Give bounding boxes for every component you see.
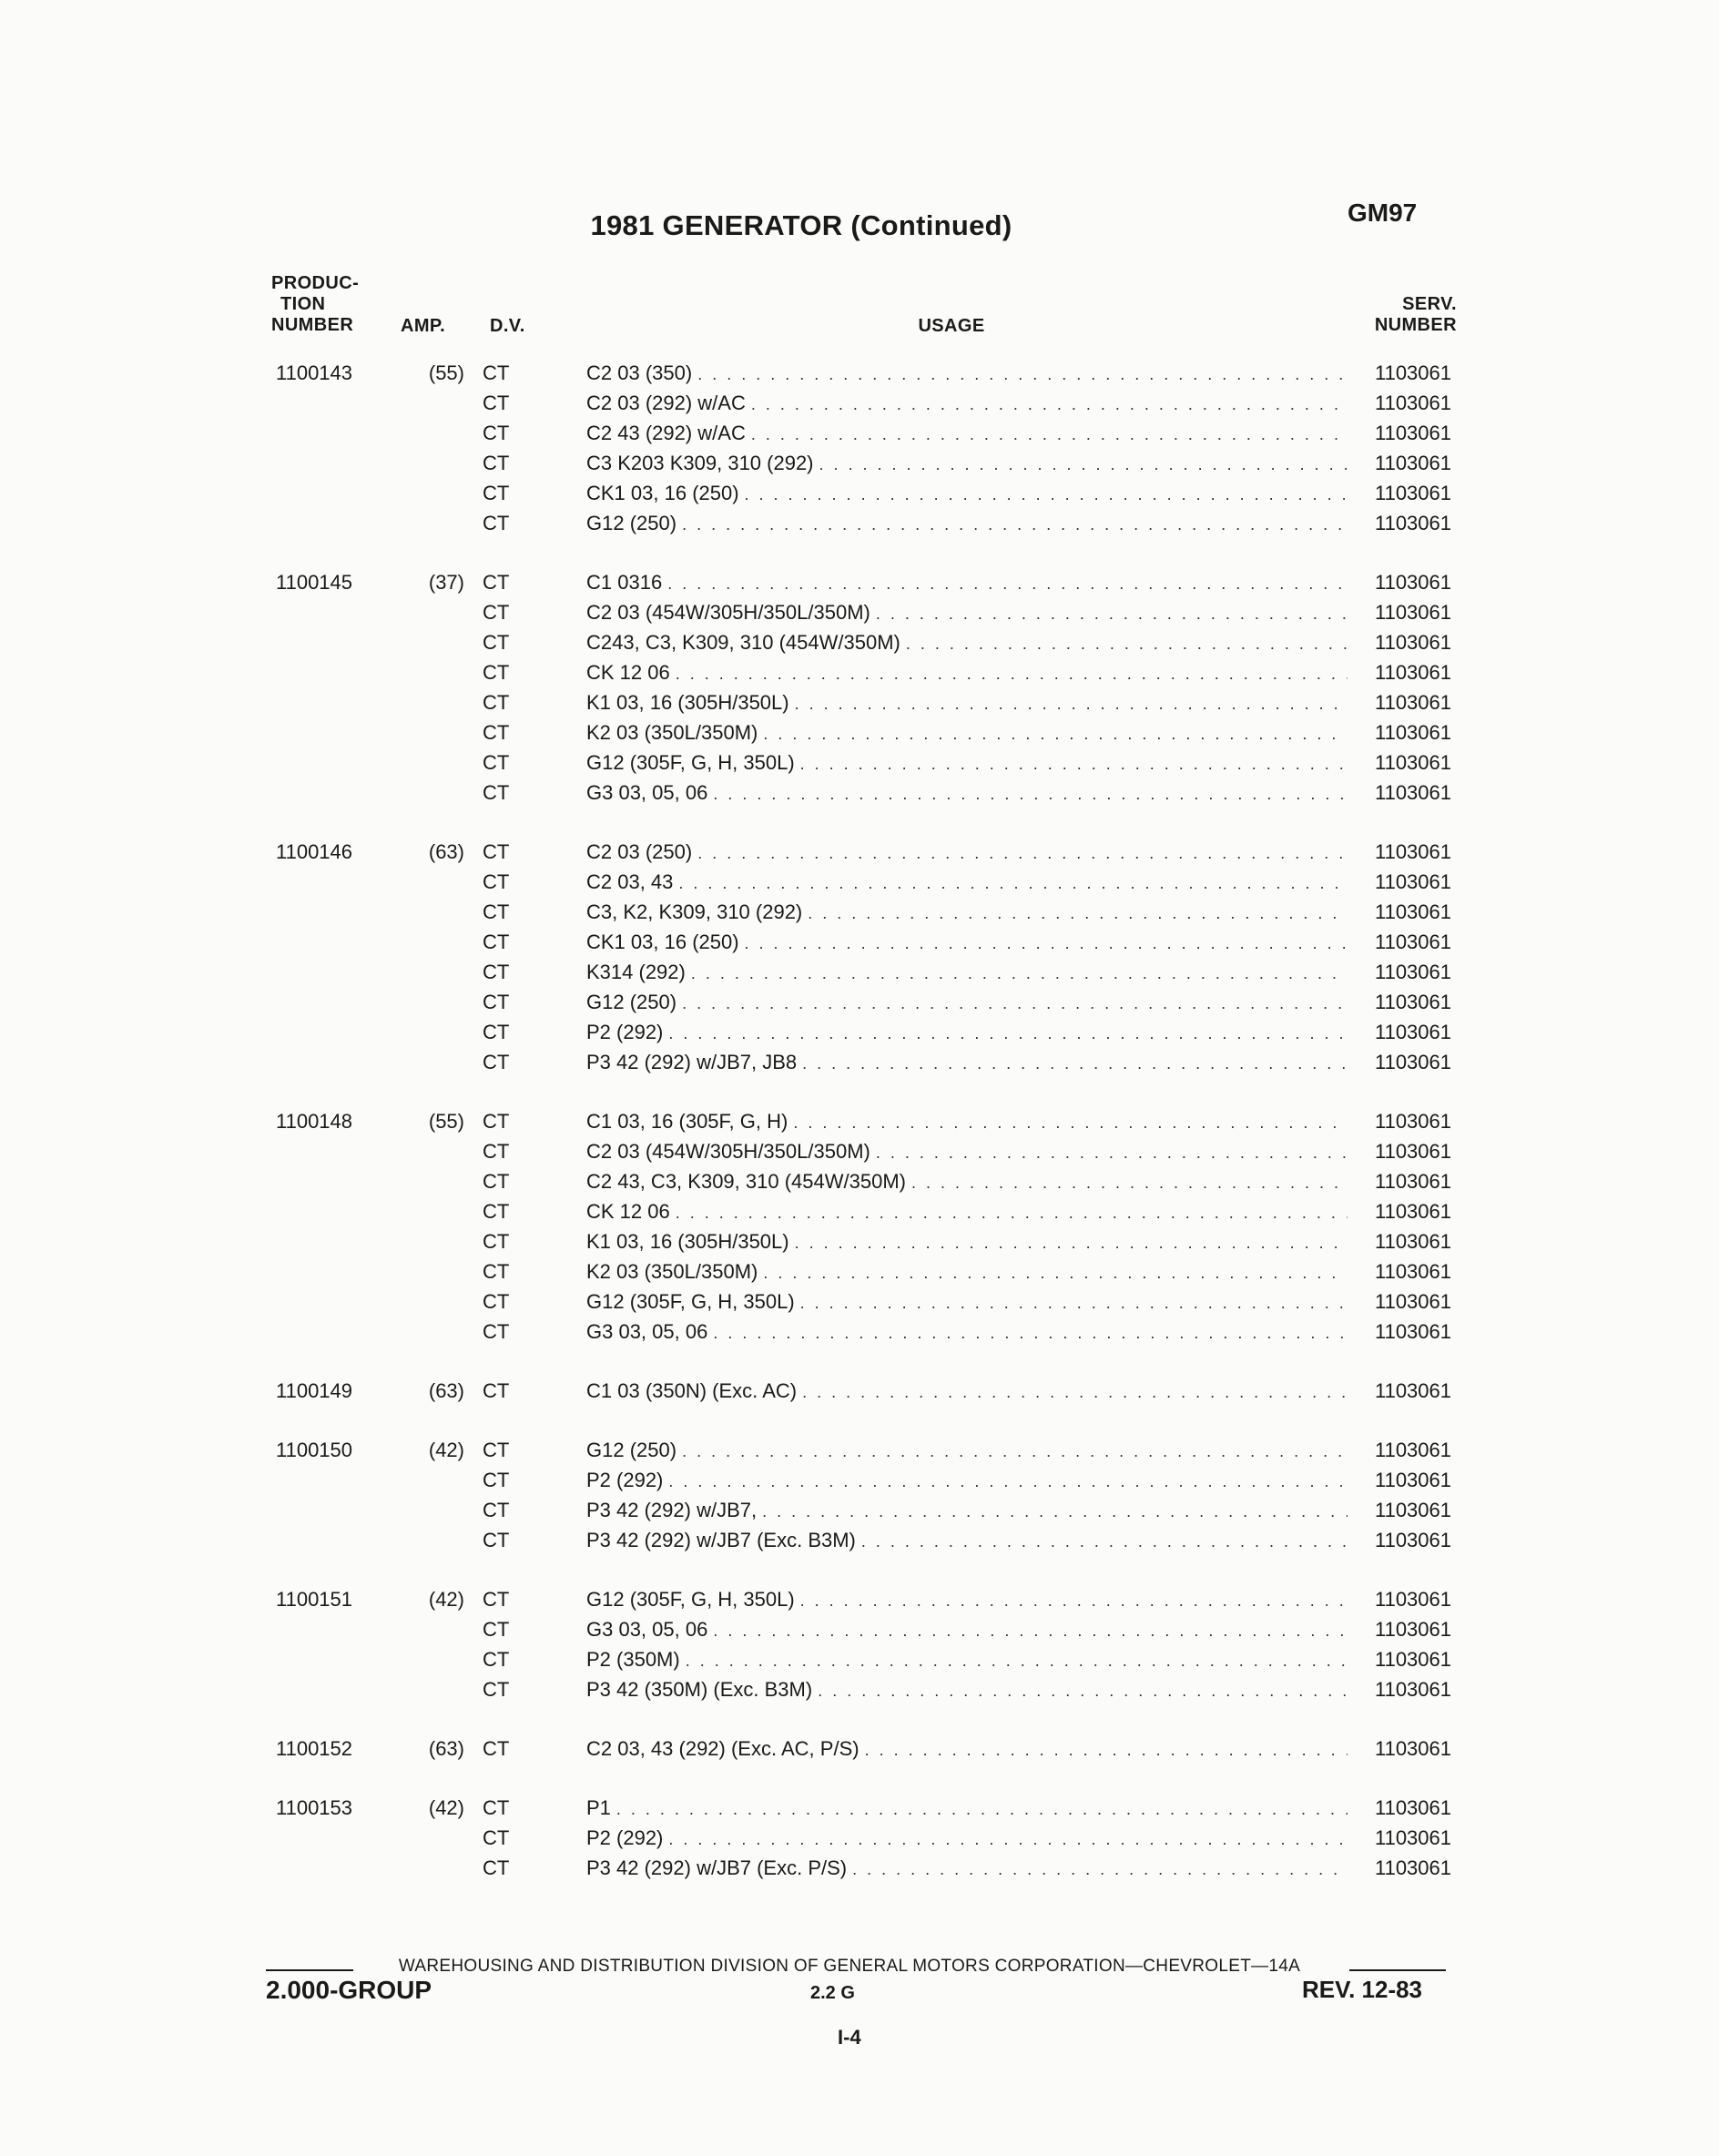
dot-leader [795,1228,1348,1257]
usage-text: K314 (292) [586,961,686,983]
usage-cell [586,449,1348,479]
usage-text: C2 03, 43 (292) (Exc. AC, P/S) [586,1737,860,1760]
dot-leader [861,1527,1348,1556]
table-row [0,748,1719,778]
usage-cell [586,868,1348,898]
usage-text: C2 43 (292) w/AC [586,422,746,444]
usage-text: C2 03 (292) w/AC [586,392,746,414]
usage-cell [586,928,1348,958]
amperage: (55) [428,1110,464,1133]
usage-cell [586,838,1348,868]
service-number: 1103061 [1374,1618,1451,1641]
service-number: 1103061 [1374,840,1451,863]
dv-code: CT [483,991,510,1013]
usage-cell [586,718,1348,748]
dot-leader [751,390,1348,419]
production-number: 1100150 [276,1439,353,1461]
table-row [0,1526,1719,1555]
service-number: 1103061 [1374,512,1451,534]
amperage: (63) [428,1737,464,1760]
service-number: 1103061 [1374,1200,1451,1223]
amperage: (42) [428,1439,464,1461]
table-row [0,868,1719,897]
footer-revision: REV. 12-83 [1302,1976,1423,2003]
footer-section: 2.2 G [810,1983,855,2003]
table-row [0,898,1719,927]
production-number: 1100149 [276,1379,353,1402]
service-number: 1103061 [1374,452,1451,474]
dv-code: CT [483,1320,510,1343]
header-production-number [271,273,373,336]
table-row [0,688,1719,717]
table-row [0,988,1719,1017]
dot-leader [800,1288,1348,1317]
table-row [0,1287,1719,1317]
usage-cell [586,748,1348,778]
usage-text: CK1 03, 16 (250) [586,482,739,504]
usage-cell [586,1734,1348,1764]
service-number: 1103061 [1374,361,1451,384]
service-number: 1103061 [1374,631,1451,654]
usage-text: K1 03, 16 (305H/350L) [586,691,789,714]
dv-code: CT [483,781,510,804]
usage-text: C1 03, 16 (305F, G, H) [586,1110,788,1133]
service-number: 1103061 [1374,870,1451,893]
dot-leader [697,360,1348,389]
dot-leader [800,1586,1348,1615]
amperage: (42) [428,1796,464,1819]
table-row [0,1824,1719,1853]
service-number: 1103061 [1374,691,1451,714]
table-row [0,509,1719,538]
service-number: 1103061 [1374,1826,1451,1849]
table-row [0,1137,1719,1166]
usage-cell [586,1167,1348,1197]
table-row [0,1854,1719,1883]
usage-text: P3 42 (292) w/JB7 (Exc. B3M) [586,1529,856,1551]
table-row [0,1227,1719,1256]
dv-code: CT [483,392,510,414]
usage-text: P2 (292) [586,1469,664,1491]
usage-text: C3, K2, K309, 310 (292) [586,900,803,923]
usage-text: C1 03 (350N) (Exc. AC) [586,1379,798,1402]
service-number: 1103061 [1374,1230,1451,1253]
production-number: 1100151 [276,1588,353,1611]
service-number: 1103061 [1374,1796,1451,1819]
usage-cell [586,1377,1348,1407]
usage-text: G3 03, 05, 06 [586,781,708,804]
dv-code: CT [483,1170,510,1193]
service-number: 1103061 [1374,900,1451,923]
table-row [0,628,1719,657]
dot-leader [818,1676,1348,1705]
service-number: 1103061 [1374,721,1451,744]
usage-cell [586,1496,1348,1526]
dot-leader [678,869,1348,898]
dv-code: CT [483,691,510,714]
dot-leader [802,1378,1348,1407]
dot-leader [751,420,1348,449]
table-row [0,1675,1719,1704]
dv-code: CT [483,631,510,654]
service-number: 1103061 [1374,1678,1451,1701]
dv-code: CT [483,1469,510,1491]
dv-code: CT [483,361,510,384]
usage-text: C2 43, C3, K309, 310 (454W/350M) [586,1170,906,1193]
usage-cell [586,1227,1348,1257]
dot-leader [713,1318,1348,1348]
service-number: 1103061 [1374,961,1451,983]
usage-text: C2 03 (250) [586,840,693,863]
usage-text: G12 (250) [586,1439,677,1461]
table-row [0,1496,1719,1525]
table-row [0,598,1719,627]
dv-code: CT [483,482,510,504]
usage-cell [586,688,1348,718]
service-number: 1103061 [1374,571,1451,594]
dv-code: CT [483,961,510,983]
usage-cell [586,419,1348,449]
usage-cell [586,1824,1348,1854]
dv-code: CT [483,452,510,474]
table-row [0,1585,1719,1614]
usage-text: CK 12 06 [586,661,670,684]
table-row [0,1615,1719,1644]
usage-cell [586,628,1348,658]
table-row [0,479,1719,508]
usage-cell [586,1197,1348,1227]
amperage: (55) [428,361,464,384]
production-number: 1100152 [276,1737,353,1760]
dv-code: CT [483,422,510,444]
dv-code: CT [483,1588,510,1611]
production-number: 1100146 [276,840,353,863]
table-row [0,1197,1719,1226]
dot-leader [906,629,1348,658]
dv-code: CT [483,1648,510,1671]
dot-leader [745,929,1348,958]
footer-rule-right [1349,1969,1446,1971]
usage-cell [586,1585,1348,1615]
footer-division-line: WAREHOUSING AND DISTRIBUTION DIVISION OF GENERAL MOTORS CORPORATION—CHEVROLET—14A [398,1957,1301,1976]
usage-text: C2 03 (350) [586,361,693,384]
service-number: 1103061 [1374,422,1451,444]
dv-code: CT [483,571,510,594]
usage-text: P2 (292) [586,1021,664,1043]
dot-leader [763,719,1348,748]
usage-text: K1 03, 16 (305H/350L) [586,1230,789,1253]
usage-text: G12 (250) [586,991,677,1013]
service-number: 1103061 [1374,1648,1451,1671]
usage-cell [586,1137,1348,1167]
production-number: 1100153 [276,1796,353,1819]
dot-leader [676,659,1348,688]
usage-cell [586,658,1348,688]
usage-text: CK1 03, 16 (250) [586,931,739,953]
dot-leader [911,1168,1348,1197]
table-row [0,1466,1719,1495]
dot-leader [745,480,1348,509]
production-number: 1100145 [276,571,353,594]
dot-leader [616,1795,1348,1824]
usage-cell [586,1317,1348,1348]
dot-leader [876,599,1348,628]
usage-cell [586,1645,1348,1675]
dot-leader [667,569,1348,598]
dv-code: CT [483,931,510,953]
service-number: 1103061 [1374,392,1451,414]
usage-cell [586,598,1348,628]
dv-code: CT [483,1826,510,1849]
usage-cell [586,898,1348,928]
usage-text: K2 03 (350L/350M) [586,721,758,744]
usage-cell [586,778,1348,808]
table-row [0,1257,1719,1286]
dv-code: CT [483,1379,510,1402]
dv-code: CT [483,1796,510,1819]
header-serv-number [1357,294,1457,336]
usage-text: G3 03, 05, 06 [586,1618,708,1641]
production-number: 1100143 [276,361,353,384]
usage-text: P3 42 (292) w/JB7, [586,1499,758,1521]
usage-cell [586,1854,1348,1884]
usage-text: C2 03 (454W/305H/350L/350M) [586,601,870,624]
table-row [0,1645,1719,1674]
dv-code: CT [483,1856,510,1879]
table-row [0,389,1719,418]
usage-text: P3 42 (292) w/JB7, JB8 [586,1051,798,1073]
dot-leader [802,1049,1348,1078]
usage-cell [586,1436,1348,1466]
dv-code: CT [483,1260,510,1283]
service-number: 1103061 [1374,1260,1451,1283]
usage-cell [586,1257,1348,1287]
usage-text: P2 (292) [586,1826,664,1849]
dv-code: CT [483,1618,510,1641]
header-production-number-line: PRODUC- [271,273,360,293]
table-row [0,718,1719,747]
service-number: 1103061 [1374,1290,1451,1313]
dot-leader [763,1258,1348,1287]
service-number: 1103061 [1374,1469,1451,1491]
dv-code: CT [483,1021,510,1043]
service-number: 1103061 [1374,1110,1451,1133]
page-number: I-4 [838,2026,861,2049]
usage-text: P2 (350M) [586,1648,680,1671]
usage-text: C3 K203 K309, 310 (292) [586,452,814,474]
dot-leader [697,839,1348,868]
dot-leader [865,1735,1348,1764]
usage-cell [586,389,1348,419]
footer-rule-left [266,1969,353,1971]
service-number: 1103061 [1374,482,1451,504]
usage-text: P3 42 (350M) (Exc. B3M) [586,1678,813,1701]
dv-code: CT [483,1737,510,1760]
usage-text: P1 [586,1796,611,1819]
dv-code: CT [483,1200,510,1223]
dv-code: CT [483,1678,510,1701]
dot-leader [668,1019,1348,1048]
dv-code: CT [483,1230,510,1253]
table-row [0,1734,1719,1764]
table-row [0,658,1719,687]
service-number: 1103061 [1374,1529,1451,1551]
production-number: 1100148 [276,1110,353,1133]
dot-leader [686,1646,1348,1675]
dot-leader [676,1198,1348,1227]
dv-code: CT [483,661,510,684]
dv-code: CT [483,1499,510,1521]
service-number: 1103061 [1374,1170,1451,1193]
table-row [0,1018,1719,1047]
usage-text: G12 (250) [586,512,677,534]
dot-leader [713,779,1348,808]
dot-leader [819,450,1348,479]
header-production-number-line: TION [280,294,326,314]
dv-code: CT [483,840,510,863]
header-amp: AMP. [401,316,446,336]
service-number: 1103061 [1374,1856,1451,1879]
table-row [0,359,1719,388]
usage-cell [586,1526,1348,1556]
usage-text: C2 03, 43 [586,870,674,893]
dv-code: CT [483,1529,510,1551]
usage-cell [586,509,1348,539]
usage-text: CK 12 06 [586,1200,670,1223]
amperage: (63) [428,840,464,863]
dot-leader [682,1437,1348,1466]
dot-leader [682,510,1348,539]
service-number: 1103061 [1374,1051,1451,1073]
table-row [0,449,1719,478]
table-row [0,1317,1719,1347]
amperage: (63) [428,1379,464,1402]
usage-cell [586,1287,1348,1317]
dot-leader [682,989,1348,1018]
header-serv-number-line: SERV. [1402,294,1457,314]
dot-leader [793,1108,1348,1137]
dot-leader [852,1855,1348,1884]
dv-code: CT [483,751,510,774]
usage-text: G3 03, 05, 06 [586,1320,708,1343]
header-production-number-line: NUMBER [271,315,354,335]
table-row [0,1377,1719,1406]
service-number: 1103061 [1374,931,1451,953]
usage-cell [586,988,1348,1018]
dot-leader [808,899,1348,928]
dot-leader [795,689,1348,718]
dv-code: CT [483,1140,510,1163]
usage-text: K2 03 (350L/350M) [586,1260,758,1283]
table-row [0,838,1719,867]
table-row [0,1048,1719,1077]
service-number: 1103061 [1374,1737,1451,1760]
amperage: (42) [428,1588,464,1611]
usage-text: C1 0316 [586,571,663,594]
service-number: 1103061 [1374,1021,1451,1043]
page-title: 1981 GENERATOR (Continued) [590,209,1012,241]
table-row [0,958,1719,987]
usage-text: G12 (305F, G, H, 350L) [586,1290,795,1313]
dv-code: CT [483,1439,510,1461]
dv-code: CT [483,900,510,923]
usage-text: G12 (305F, G, H, 350L) [586,1588,795,1611]
header-dv: D.V. [490,316,525,336]
dot-leader [668,1467,1348,1496]
table-row [0,568,1719,597]
table-row [0,1167,1719,1196]
usage-cell [586,568,1348,598]
dv-code: CT [483,721,510,744]
dot-leader [668,1825,1348,1854]
usage-text: C2 03 (454W/305H/350L/350M) [586,1140,870,1163]
usage-cell [586,359,1348,389]
table-row [0,419,1719,448]
usage-cell [586,1615,1348,1645]
table-row [0,1107,1719,1136]
usage-text: C243, C3, K309, 310 (454W/350M) [586,631,900,654]
dv-code: CT [483,1051,510,1073]
service-number: 1103061 [1374,1320,1451,1343]
catalog-code: GM97 [1348,198,1418,227]
service-number: 1103061 [1374,991,1451,1013]
dot-leader [691,959,1348,988]
dv-code: CT [483,1290,510,1313]
dot-leader [800,749,1348,778]
usage-cell [586,1794,1348,1824]
dv-code: CT [483,601,510,624]
service-number: 1103061 [1374,781,1451,804]
table-row [0,928,1719,957]
service-number: 1103061 [1374,751,1451,774]
usage-cell [586,958,1348,988]
usage-cell [586,479,1348,509]
dot-leader [713,1616,1348,1645]
service-number: 1103061 [1374,1140,1451,1163]
dv-code: CT [483,512,510,534]
amperage: (37) [428,571,464,594]
header-usage: USAGE [918,316,985,336]
dv-code: CT [483,1110,510,1133]
header-serv-number-line: NUMBER [1374,315,1457,335]
dv-code: CT [483,870,510,893]
dot-leader [876,1138,1348,1167]
usage-cell [586,1018,1348,1048]
dot-leader [762,1497,1348,1526]
usage-cell [586,1466,1348,1496]
service-number: 1103061 [1374,1379,1451,1402]
service-number: 1103061 [1374,1588,1451,1611]
usage-text: P3 42 (292) w/JB7 (Exc. P/S) [586,1856,848,1879]
service-number: 1103061 [1374,601,1451,624]
service-number: 1103061 [1374,661,1451,684]
footer-group: 2.000-GROUP [266,1976,432,2004]
service-number: 1103061 [1374,1439,1451,1461]
table-row [0,1794,1719,1823]
usage-cell [586,1048,1348,1078]
usage-cell [586,1107,1348,1137]
usage-cell [586,1675,1348,1705]
table-row [0,1436,1719,1465]
table-row [0,778,1719,808]
usage-text: G12 (305F, G, H, 350L) [586,751,795,774]
service-number: 1103061 [1374,1499,1451,1521]
